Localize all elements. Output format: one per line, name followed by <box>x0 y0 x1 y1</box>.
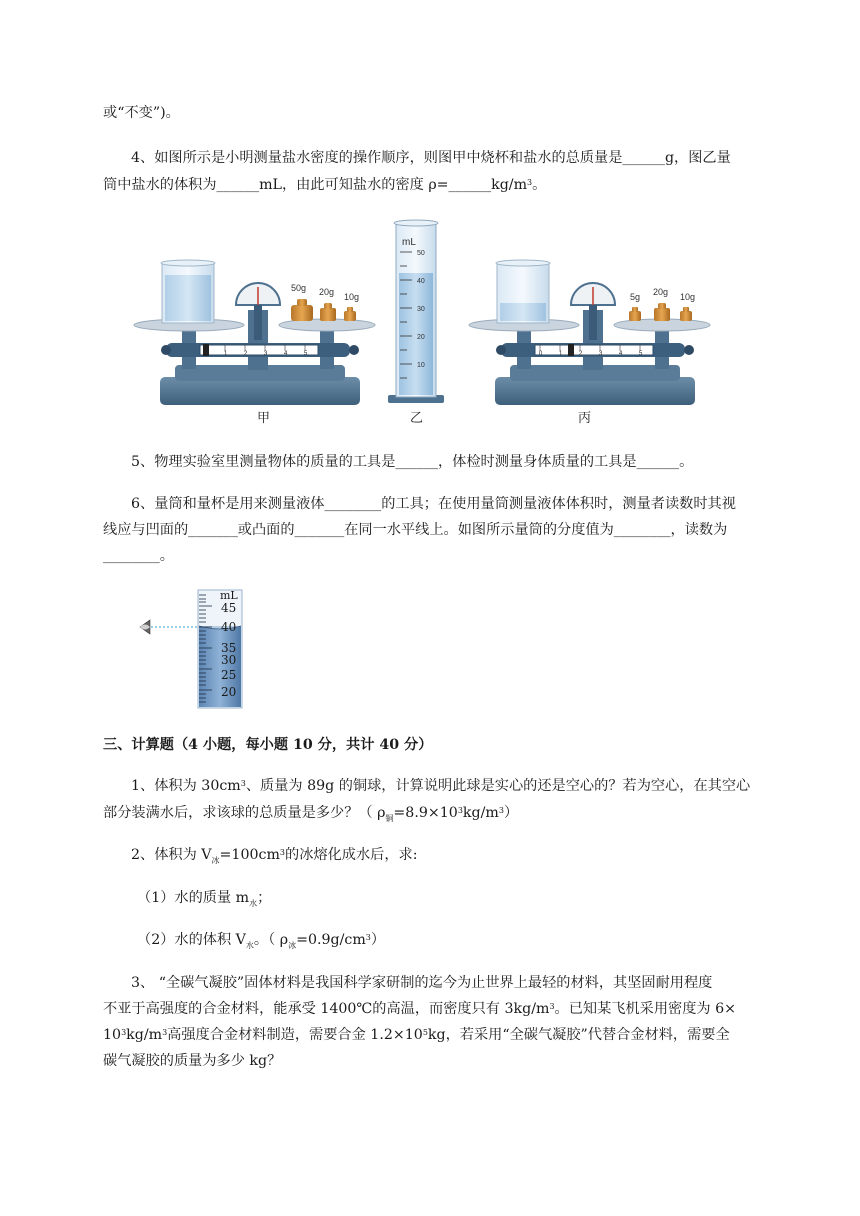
svg-text:20: 20 <box>417 334 425 341</box>
svg-text:40: 40 <box>221 620 237 634</box>
svg-text:35: 35 <box>221 641 237 655</box>
measuring-cylinder <box>388 220 444 403</box>
weight-label-right-3: 10g <box>680 292 696 302</box>
svg-text:2: 2 <box>244 351 248 357</box>
question-4-line-1: 4、如图所示是小明测量盐水密度的操作顺序，则图甲中烧杯和盐水的总质量是______g，图乙量 <box>131 150 731 166</box>
svg-text:45: 45 <box>221 601 237 615</box>
calc-1-line-1: 1、体积为 $30cm^3$、质量为 89g 的铜球，计算说明此球是实心的还是空心的？若为空心，在其空心 <box>131 778 751 794</box>
svg-text:30: 30 <box>417 306 425 313</box>
svg-text:3: 3 <box>264 351 268 357</box>
balance-bing <box>469 260 710 405</box>
eye-icon <box>140 620 150 634</box>
balance-jia <box>134 260 375 405</box>
weight-label-left-1: 50g <box>291 283 307 293</box>
weight-label-right-1: 5g <box>630 292 641 302</box>
question-5: 5、物理实验室里测量物体的质量的工具是______，体检时测量身体质量的工具是______。 <box>131 454 694 470</box>
svg-text:50: 50 <box>417 250 425 257</box>
caption-jia: 甲 <box>257 411 271 426</box>
calc-2-part-2: （2）水的体积 $V_水$。（ $\rho_冰=0.9g/cm^3$） <box>137 932 386 950</box>
svg-text:5: 5 <box>304 351 308 357</box>
svg-text:1: 1 <box>224 351 228 357</box>
svg-text:2: 2 <box>579 351 583 357</box>
svg-text:4: 4 <box>284 351 288 357</box>
calc-1-line-2: 部分装满水后，求该球的总质量是多少？（ $\rho_铜=8.9\times 10^3kg/m^3$） <box>103 805 519 823</box>
calc-2-line-1: 2、体积为 $V_冰=100cm^3$的冰熔化成水后，求: <box>131 847 418 865</box>
question-4-line-2: 筒中盐水的体积为______mL，由此可知盐水的密度 $\rho=\_\_\_\_\_\_kg/m^3$。 <box>103 177 547 193</box>
balance-figure <box>130 215 720 430</box>
cylinder-unit-label: mL <box>402 237 416 248</box>
svg-text:1: 1 <box>559 351 563 357</box>
svg-text:20: 20 <box>221 685 237 699</box>
calc-3-line-4: 碳气凝胶的质量为多少 kg？ <box>103 1053 282 1069</box>
svg-text:3: 3 <box>599 351 603 357</box>
question-6-line-2: 线应与凹面的_______或凸面的_______在同一水平线上。如图所示量筒的分度值为________，读数为 <box>103 522 728 538</box>
svg-text:4: 4 <box>619 351 623 357</box>
cylinder-closeup-figure <box>136 588 246 710</box>
svg-text:10: 10 <box>417 362 425 369</box>
svg-text:5: 5 <box>639 351 643 357</box>
caption-bing: 丙 <box>578 411 592 426</box>
question-6-line-1: 6、量筒和量杯是用来测量液体________的工具；在使用量筒测量液体体积时，测量者读数时其视 <box>131 496 736 512</box>
svg-text:25: 25 <box>221 668 237 682</box>
weight-label-right-2: 20g <box>653 287 669 297</box>
caption-yi: 乙 <box>410 411 424 426</box>
section-3-heading: 三、计算题（4 小题，每小题 10 分，共计 40 分） <box>103 737 433 753</box>
weight-label-left-2: 20g <box>319 287 335 297</box>
question-6-line-3: ________。 <box>103 548 174 564</box>
calc-3-line-3: $10^3kg/m^3$高强度合金材料制造，需要合金 $1.2\times 10^5kg$，若采用“全碳气凝胶”代替合金材料，需要全 <box>103 1027 730 1043</box>
svg-text:30: 30 <box>221 653 237 667</box>
calc-3-line-2: 不亚于高强度的合金材料，能承受 1400℃的高温，而密度只有 $3kg/m^3$。已知某飞机采用密度为 6× <box>103 1001 737 1017</box>
calc-3-line-1: 3、 “全碳气凝胶”固体材料是我国科学家研制的迄今为止世界上最轻的材料，其坚固耐用程度 <box>131 975 713 991</box>
text-line-continuation: 或“不变”)。 <box>103 105 180 121</box>
calc-2-part-1: （1）水的质量 $m_水$； <box>137 890 272 908</box>
svg-text:0: 0 <box>204 351 208 357</box>
svg-text:40: 40 <box>417 278 425 285</box>
svg-text:0: 0 <box>539 351 543 357</box>
weight-label-left-3: 10g <box>344 292 360 302</box>
closeup-unit: mL <box>220 589 238 602</box>
